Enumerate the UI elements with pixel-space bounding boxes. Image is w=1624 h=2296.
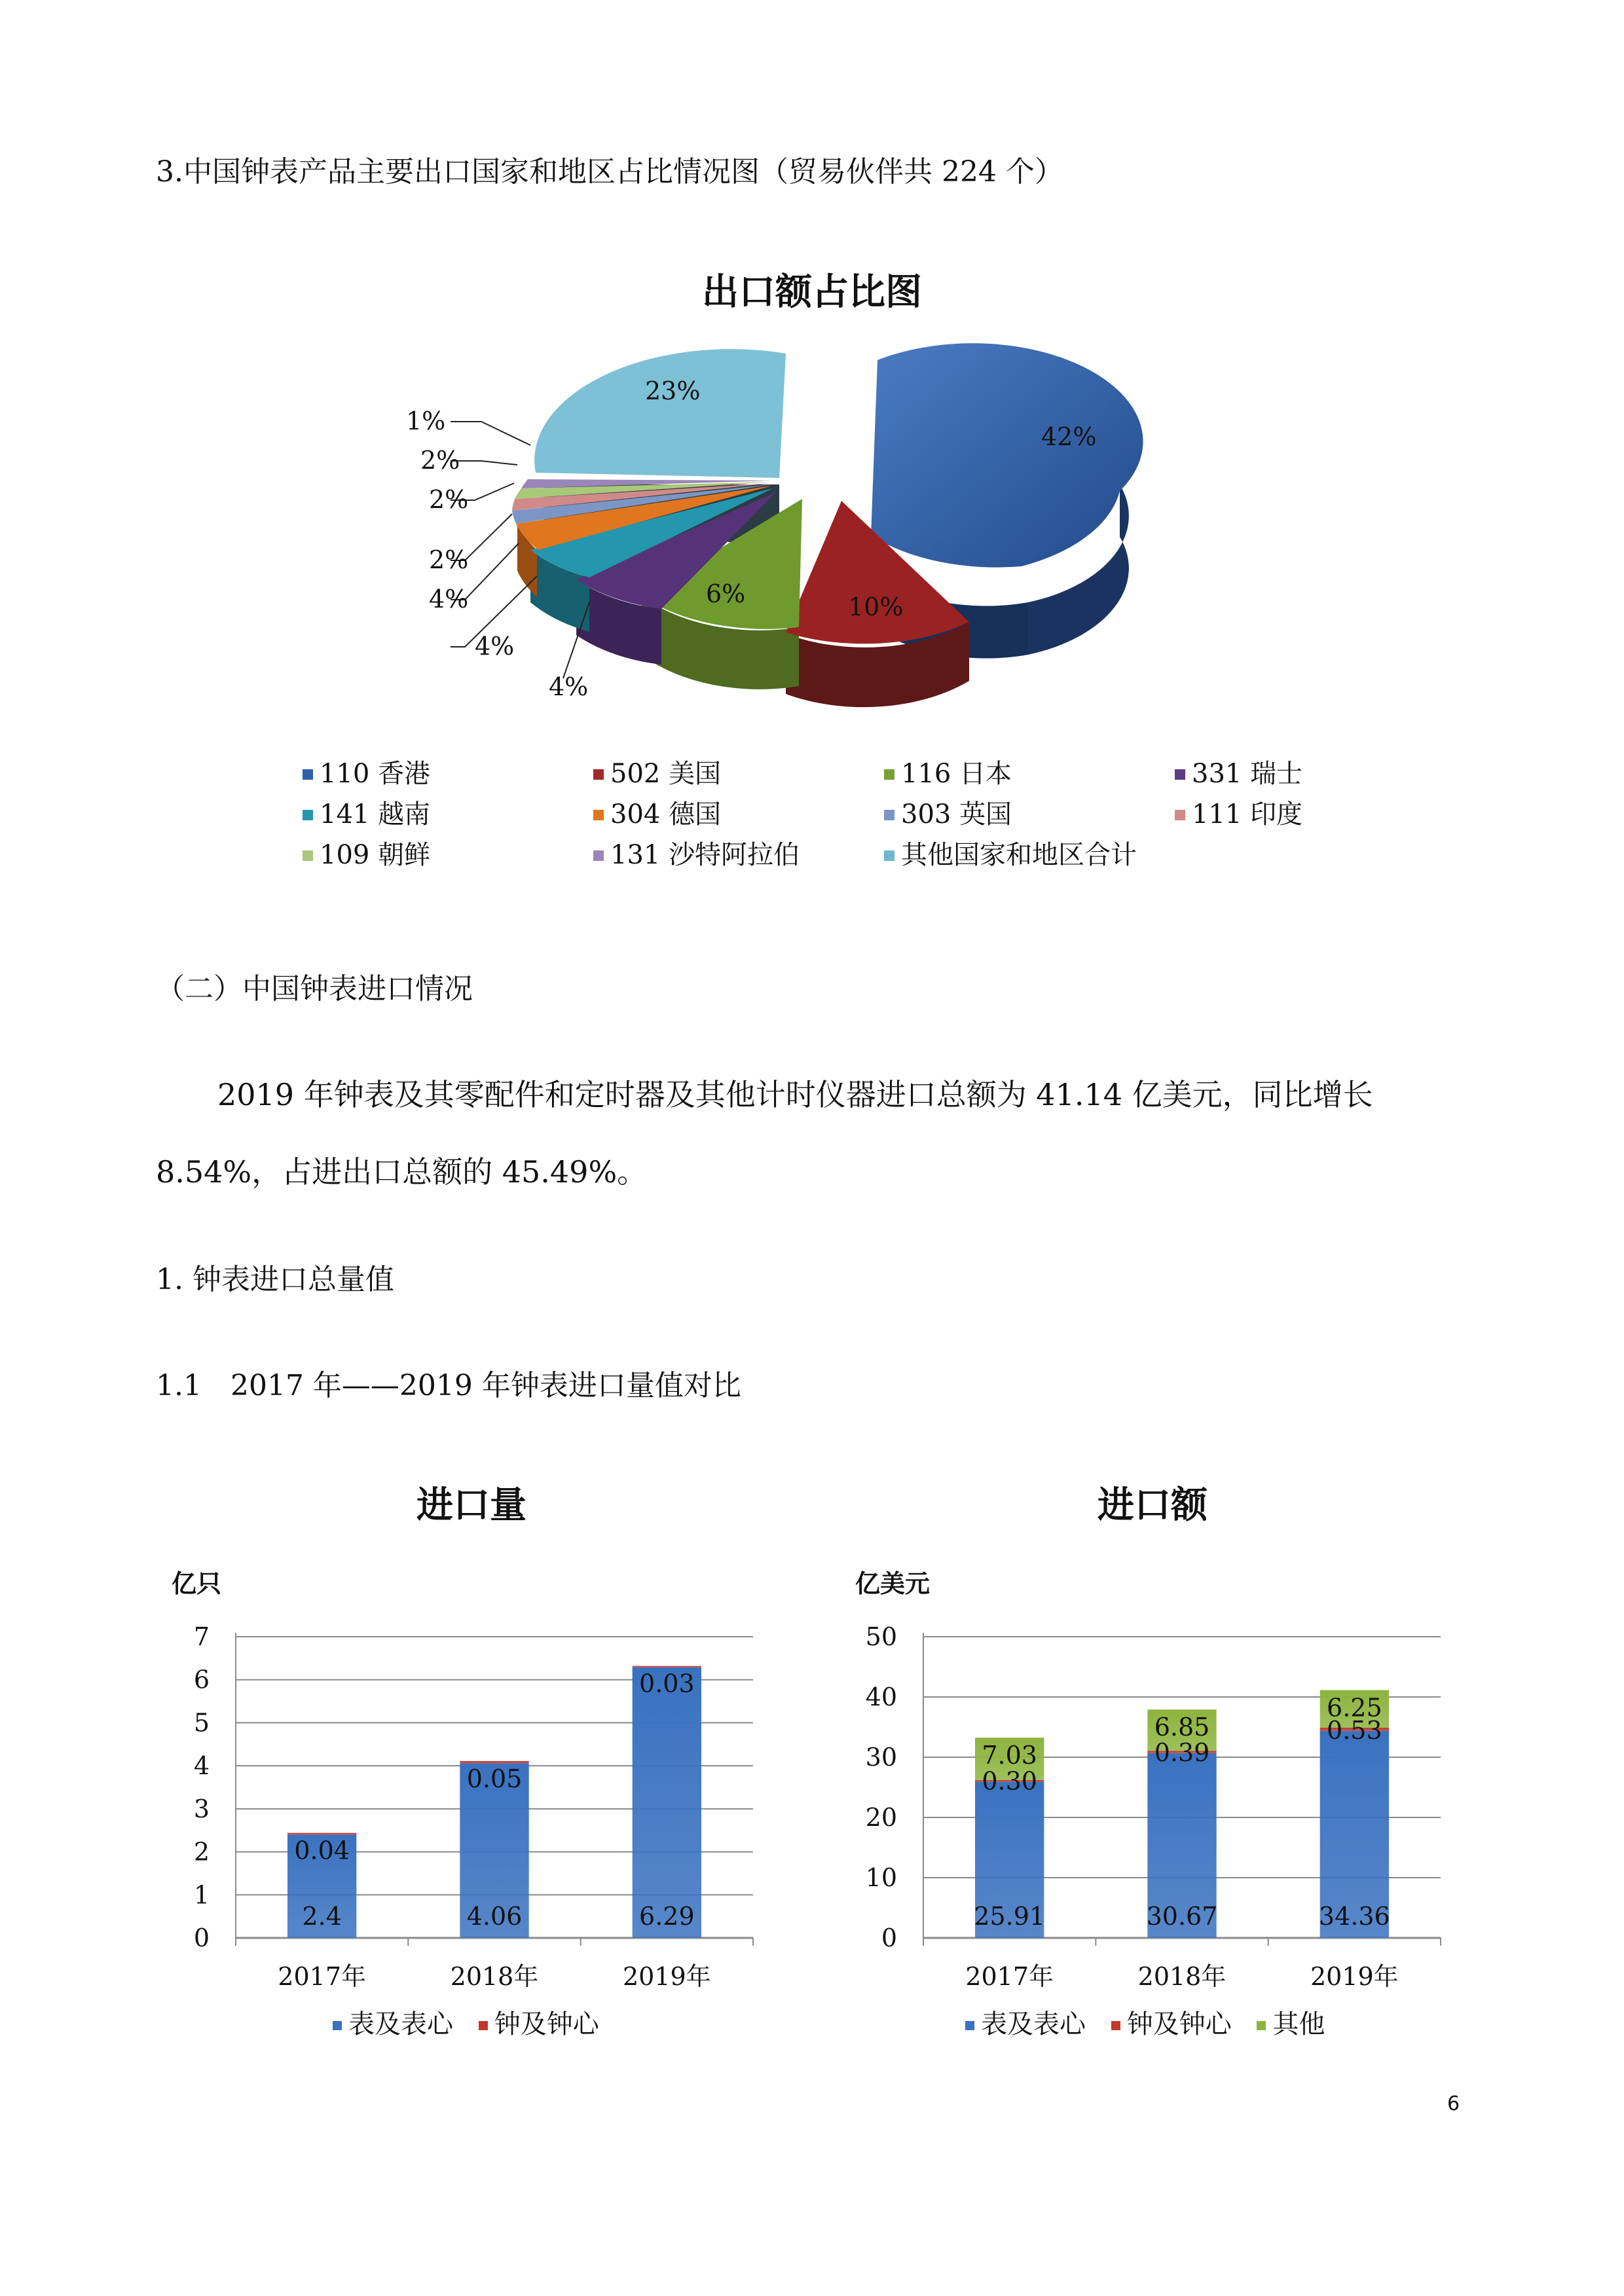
swatch-germany [593,810,604,820]
subsection-import-total: 1. 钟表进口总量值 [156,1263,394,1296]
value-ytick-label: 20 [865,1803,897,1832]
pie-label-germany: 4% [429,585,469,613]
legend-label-hongkong: 110 香港 [320,759,431,789]
import-paragraph-line1: 2019 年钟表及其零配件和定时器及其他计时仪器进口总额为 41.14 亿美元，同比增长 [217,1077,1373,1112]
volume-ytick-label: 4 [193,1751,210,1781]
pie-label-japan: 6% [706,579,746,608]
volume-legend-swatch-clock [479,2021,488,2030]
value-xtick-label: 2018年 [1137,1962,1227,1991]
swatch-hongkong [303,769,313,780]
value-chart-legend [965,2003,1325,2041]
legend-label-other: 其他国家和地区合计 [901,840,1137,870]
value-chart-unit: 亿美元 [855,1569,931,1598]
volume-bar-1 [460,1761,528,1763]
volume-ytick-label: 1 [193,1880,210,1910]
swatch-vietnam [303,810,313,820]
value-xtick-label: 2019年 [1310,1962,1399,1991]
volume-chart-title: 进口量 [416,1484,526,1527]
value-chart-title: 进口额 [1098,1484,1208,1527]
volume-bar-1 [633,1666,701,1667]
legend-item-saudi [593,834,800,871]
value-legend-label-clock: 钟及钟心 [1126,2009,1232,2039]
volume-ytick-label: 2 [193,1837,210,1867]
value-ytick-label: 10 [865,1863,897,1892]
legend-label-germany: 304 德国 [610,799,722,829]
section3-title: 3.中国钟表产品主要出口国家和地区占比情况图（贸易伙伴共 224 个） [156,155,1063,189]
volume-xtick-label: 2018年 [450,1962,539,1991]
pie-chart [367,327,1192,733]
pie-slice-other [534,349,786,478]
legend-label-japan: 116 日本 [901,759,1012,789]
legend-item-other [884,834,1137,871]
swatch-usa [593,769,604,780]
volume-bar-1 [287,1833,356,1835]
volume-data-label: 0.03 [639,1669,695,1698]
pie-label-saudi: 1% [406,407,446,435]
legend-item-uk [884,793,1012,831]
volume-legend-swatch-watch [333,2021,342,2030]
volume-data-label: 0.04 [294,1836,350,1865]
value-data-label: 30.67 [1146,1902,1218,1931]
legend-item-hongkong [303,753,430,790]
value-xtick-label: 2017年 [965,1962,1054,1991]
volume-legend-label-watch: 表及表心 [348,2009,453,2039]
pie-label-vietnam: 4% [475,632,515,661]
value-ytick-label: 50 [865,1622,897,1651]
volume-chart-legend [333,2003,599,2041]
volume-bar-chart [157,1617,786,2043]
legend-label-india: 111 印度 [1192,799,1303,829]
volume-ytick-label: 3 [193,1794,210,1823]
volume-data-label: 4.06 [466,1902,523,1931]
volume-ytick-label: 6 [193,1665,210,1694]
volume-ytick-label: 5 [193,1708,210,1738]
volume-xtick-label: 2019年 [622,1962,711,1991]
legend-item-vietnam [303,793,430,831]
import-paragraph-line2: 8.54%，占进出口总额的 45.49%。 [156,1154,648,1190]
volume-data-label: 0.05 [466,1764,523,1793]
value-data-label: 0.39 [1154,1738,1210,1767]
volume-ytick-label: 0 [193,1923,210,1952]
legend-item-usa [593,753,721,790]
swatch-india [1175,810,1185,820]
value-ytick-label: 40 [865,1683,897,1711]
value-legend-swatch-clock [1111,2021,1120,2030]
pie-label-other: 23% [645,376,701,405]
value-data-label: 25.91 [974,1902,1046,1931]
value-ytick-label: 0 [881,1923,897,1952]
pie-slice-hongkong [871,343,1143,567]
value-ytick-label: 30 [865,1743,897,1772]
pie-label-hongkong: 42% [1041,422,1097,451]
volume-data-label: 6.29 [639,1902,695,1931]
legend-item-nkorea [303,834,430,871]
legend-label-saudi: 131 沙特阿拉伯 [610,840,800,870]
value-data-label: 6.25 [1327,1693,1382,1722]
legend-item-japan [884,753,1012,790]
volume-data-label: 2.4 [302,1902,342,1931]
pie-label-usa: 10% [848,592,904,621]
value-legend-label-watch: 表及表心 [981,2009,1086,2039]
pie-label-india: 2% [429,485,469,514]
legend-item-germany [593,793,721,831]
value-legend-swatch-watch [965,2021,974,2030]
legend-label-usa: 502 美国 [610,759,722,789]
pie-label-uk: 2% [429,545,469,574]
value-data-label: 0.30 [982,1766,1037,1796]
value-legend-label-other: 其他 [1272,2009,1325,2039]
legend-label-swiss: 331 瑞士 [1192,759,1303,789]
value-data-label: 6.85 [1154,1713,1210,1742]
volume-ytick-label: 7 [193,1622,210,1651]
pie-chart-title: 出口额占比图 [702,270,922,314]
legend-label-uk: 303 英国 [901,799,1012,829]
swatch-japan [884,769,895,780]
legend-label-nkorea: 109 朝鲜 [320,840,431,870]
swatch-swiss [1175,769,1185,780]
value-bar-chart [845,1617,1473,2043]
subsection-comparison: 1.1 2017 年——2019 年钟表进口量值对比 [156,1369,741,1402]
swatch-other [884,850,895,861]
value-data-label: 34.36 [1318,1902,1390,1931]
volume-xtick-label: 2017年 [278,1962,367,1991]
legend-label-vietnam: 141 越南 [320,799,431,829]
legend-item-india [1175,793,1302,831]
swatch-uk [884,810,895,820]
value-legend-swatch-other [1257,2021,1266,2030]
pie-label-nkorea: 2% [420,446,460,475]
value-data-label: 0.53 [1327,1715,1382,1745]
pie-label-swiss: 4% [549,672,589,701]
swatch-saudi [593,850,604,861]
legend-item-swiss [1175,753,1302,790]
volume-legend-label-clock: 钟及钟心 [494,2009,599,2039]
value-data-label: 7.03 [982,1741,1037,1770]
import-section-title: （二）中国钟表进口情况 [156,972,473,1006]
volume-bar-0 [633,1667,701,1938]
page-number: 6 [1447,2092,1460,2115]
swatch-nkorea [303,850,313,861]
volume-chart-unit: 亿只 [172,1569,222,1598]
